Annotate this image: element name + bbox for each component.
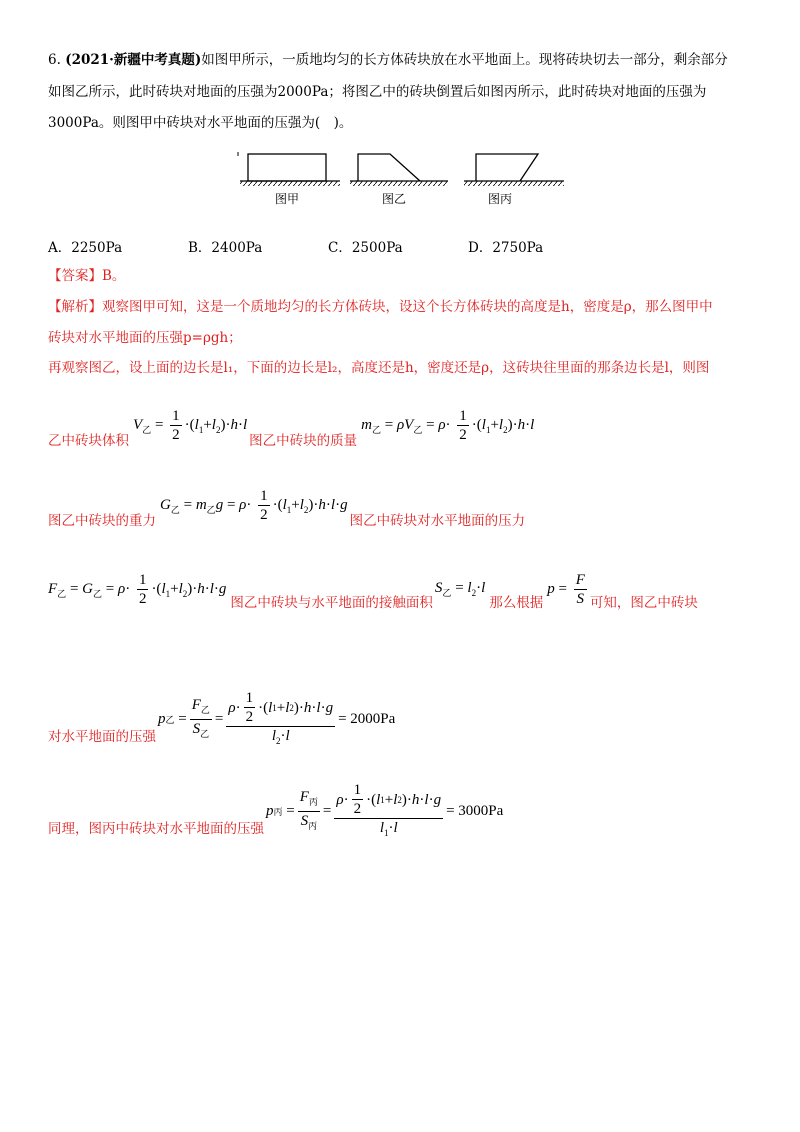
formula-area: $S_乙 = l_2\cdot l$ — [434, 580, 486, 598]
answer-value: B。 — [102, 268, 126, 284]
result-bing: 3000Pa — [458, 803, 504, 819]
figure-label-jia: 图甲 — [275, 192, 300, 206]
formula-row-force-area — [48, 572, 698, 611]
brick-figures — [230, 148, 570, 188]
label-mass: 图乙中砖块的质量 — [249, 433, 358, 449]
answer-tag: 【答案】 — [48, 268, 102, 284]
analysis-line-1: 【解析】观察图甲可知，这是一个质地均匀的长方体砖块，设这个长方体砖块的高度是h，密度是ρ，那么图甲中 — [48, 299, 713, 315]
formula-weight: $G_乙 = m_乙g = \rho\cdot$ $\frac{1}{2}$ $\cdot(l_1+l_2)\cdot h\cdot l\cdot g$ — [160, 488, 348, 523]
question-number: 6. — [48, 52, 61, 68]
figure-jia — [238, 152, 340, 186]
formula-row-pressure-yi — [48, 690, 395, 749]
question-source: (2021·新疆中考真题) — [65, 52, 202, 68]
label-pressure: 对水平地面的压强 — [48, 729, 156, 745]
analysis-tag: 【解析】 — [48, 299, 102, 315]
analysis-line-3: 再观察图乙，设上面的边长是l₁，下面的边长是l₂，高度还是h，密度还是ρ，这砖块往里面的那条边长是l，则图 — [48, 360, 710, 376]
analysis-line-2: 砖块对水平地面的压强p=ρgh； — [48, 330, 242, 346]
formula-pressure-bing: p 丙 = $\frac{F_丙}{S_丙}$ = ρ · $\frac{1}{2}$ ·( l 1 + l 2 )· h · l · g $l_1\cdot l$ = 3000Pa — [266, 782, 504, 838]
question-line-1 — [48, 50, 728, 70]
question-line-2: 如图乙所示，此时砖块对地面的压强为2000Pa；将图乙中的砖块倒置后如图丙所示，此时砖块对地面的压强为 — [48, 84, 707, 100]
label-volume: 乙中砖块体积 — [48, 433, 129, 449]
question-text-1: 如图甲所示，一质地均匀的长方体砖块放在水平地面上。现将砖块切去一部分，剩余部分 — [201, 52, 728, 68]
label-area: 图乙中砖块与水平地面的接触面积 — [230, 595, 433, 611]
label-known: 可知，图乙中砖块 — [589, 595, 698, 611]
label-weight: 图乙中砖块的重力 — [48, 513, 156, 529]
label-force: 图乙中砖块对水平地面的压力 — [349, 513, 526, 529]
question-line-3: 3000Pa。则图甲中砖块对水平地面的压强为( )。 — [48, 115, 353, 131]
formula-mass: $m_乙 = \rho V_乙 = \rho\cdot$ $\frac{1}{2}$ $\cdot(l_1+l_2)\cdot h\cdot l$ — [361, 408, 535, 443]
label-same: 同理，图丙中砖块对水平地面的压强 — [48, 821, 264, 837]
figure-yi — [350, 154, 448, 186]
result-yi: 2000Pa — [350, 711, 396, 727]
label-then: 那么根据 — [489, 595, 544, 611]
figure-label-yi: 图乙 — [382, 192, 407, 206]
formula-row-pressure-bing — [48, 782, 503, 841]
formula-force: $F_乙 = G_乙 = \rho\cdot$ $\frac{1}{2}$ $\cdot(l_1+l_2)\cdot h\cdot l\cdot g$ — [48, 572, 227, 607]
option-d: D．2750Pa — [468, 240, 544, 256]
option-a: A．2250Pa — [48, 240, 123, 256]
figure-label-bing: 图丙 — [488, 192, 513, 206]
formula-row-weight — [48, 488, 526, 529]
formula-pressure-yi: p 乙 = $\frac{F_乙}{S_乙}$ = ρ · $\frac{1}{2}$ ·( l 1 + l 2 )· h · l · g $l_2\cdot l$ = 2000Pa — [158, 690, 396, 746]
figure-bing — [464, 154, 564, 186]
formula-row-volume-mass — [48, 408, 535, 449]
option-c: C．2500Pa — [328, 240, 403, 256]
formula-volume: $V_乙$ = $\frac{1}{2}$ $\cdot(l_1+l_2)\cdot h\cdot l$ — [133, 408, 248, 443]
answer-line — [48, 266, 125, 286]
option-b: B．2400Pa — [188, 240, 263, 256]
formula-p-definition: p = $\frac{F}{S}$ — [547, 572, 585, 607]
